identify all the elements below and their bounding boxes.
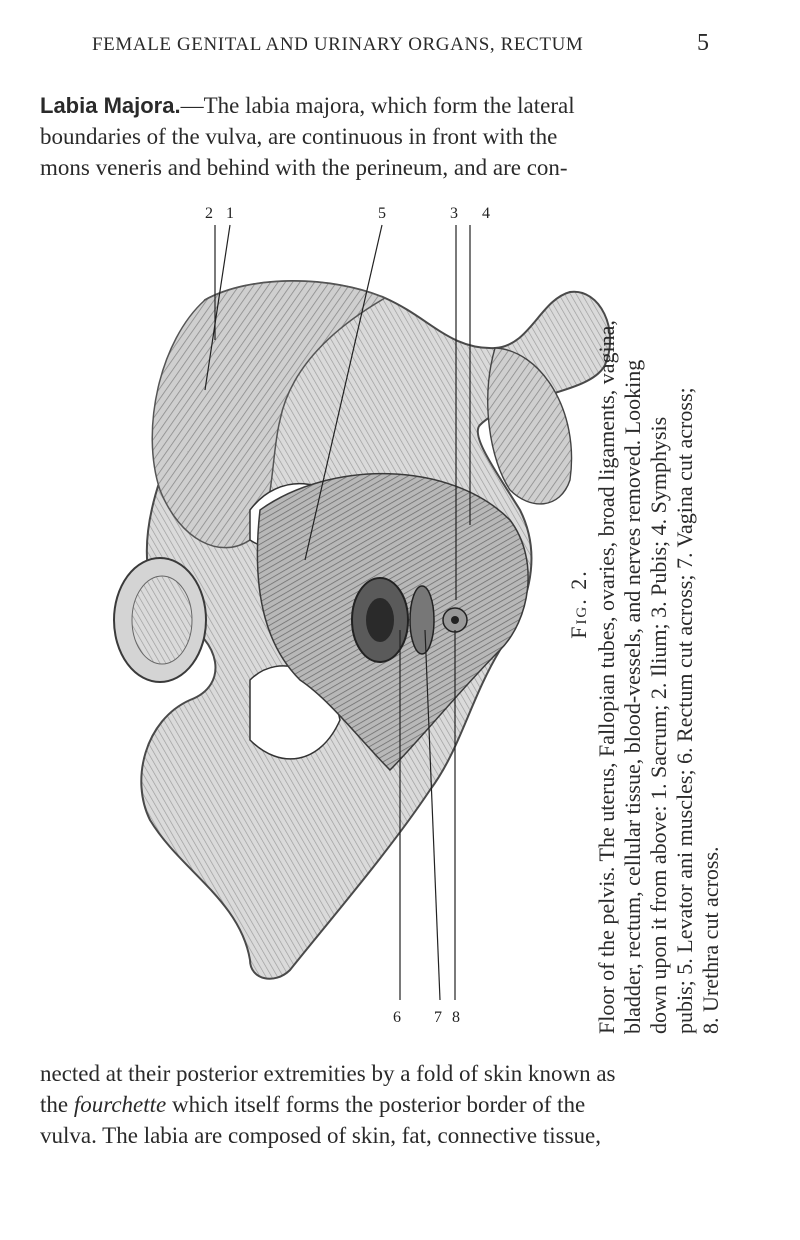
caption-line: bladder, rectum, cellular tissue, blood-vessels, and nerves removed. Looking	[620, 359, 645, 1034]
caption-line: Floor of the pelvis. The uterus, Fallopian tubes, ovaries, broad ligaments, vagina,	[594, 320, 619, 1034]
paragraph-continuation	[40, 1058, 720, 1151]
vagina-cut	[410, 586, 434, 654]
paragraph-labia-majora	[40, 90, 720, 183]
caption-line: pubis; 5. Levator ani muscles; 6. Rectum cut across; 7. Vagina cut across;	[672, 387, 697, 1034]
paragraph-line	[40, 1089, 720, 1120]
paragraph-line: mons veneris and behind with the perineum, and are con-	[40, 155, 568, 180]
paragraph-line	[40, 90, 720, 121]
page-number: 5	[697, 30, 709, 56]
fig-label-3: 3	[450, 205, 458, 222]
paragraph-line: vulva. The labia are composed of skin, fat, connective tissue,	[40, 1123, 601, 1148]
fig-label-4: 4	[482, 205, 490, 222]
caption-line: 8. Urethra cut across.	[698, 846, 723, 1034]
paragraph-line: boundaries of the vulva, are continuous in front with the	[40, 124, 558, 149]
figure-caption	[566, 174, 723, 1034]
fig-label-8: 8	[452, 1009, 460, 1026]
paragraph-line-text: —The labia majora, which form the lateral	[180, 93, 575, 118]
paragraph-line: nected at their posterior extremities by a fold of skin known as	[40, 1061, 616, 1086]
fig-label-6: 6	[393, 1009, 401, 1026]
figure-title: Fig. 2.	[566, 569, 591, 639]
paragraph-line-text: which itself forms the posterior border of the	[166, 1092, 586, 1117]
paragraph-line-text: the	[40, 1092, 74, 1117]
fig-label-2: 2	[205, 205, 213, 222]
fig-label-5: 5	[378, 205, 386, 222]
running-head: FEMALE GENITAL AND URINARY ORGANS, RECTUM	[92, 34, 584, 55]
emphasis-fourchette: fourchette	[73, 1092, 167, 1117]
caption-line: down upon it from above: 1. Sacrum; 2. Ilium; 3. Pubis; 4. Symphysis	[646, 416, 671, 1034]
section-lead: Labia Majora.	[40, 93, 181, 118]
fig-label-1: 1	[226, 205, 234, 222]
fig-label-7: 7	[434, 1009, 442, 1026]
